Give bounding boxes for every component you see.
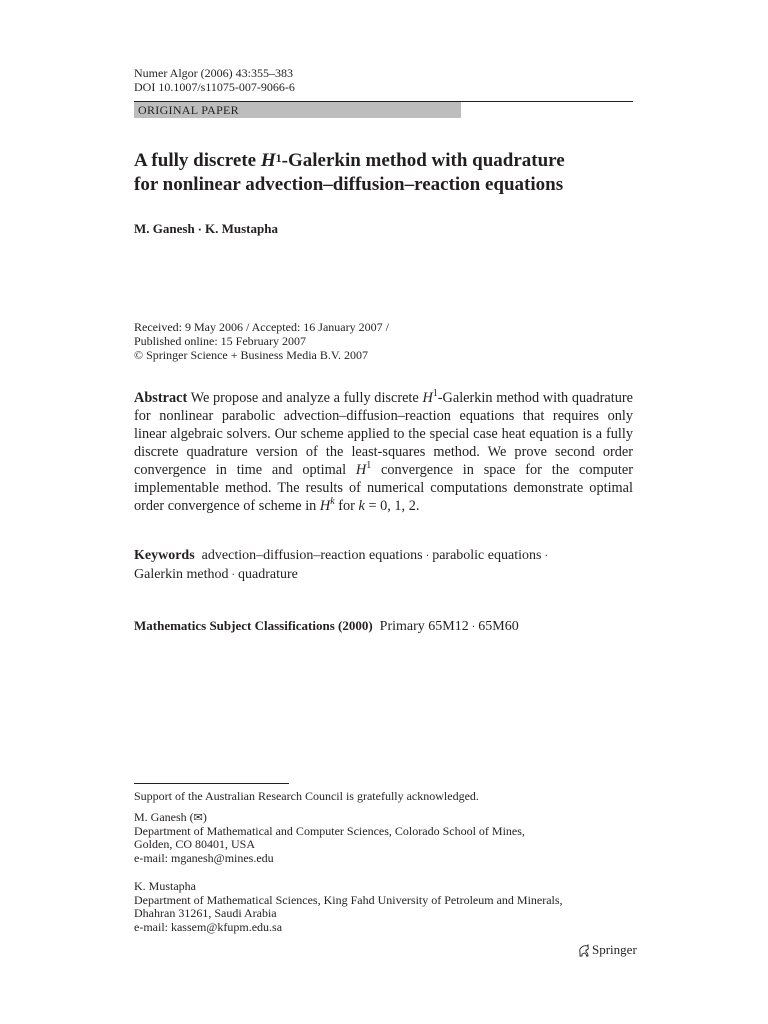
msc-code: 65M60 — [478, 619, 519, 634]
author-2[interactable]: K. Mustapha — [204, 221, 278, 236]
affiliation-email[interactable]: e-mail: kassem@kfupm.edu.sa — [134, 919, 283, 934]
affiliation-name: M. Ganesh (✉) — [134, 810, 207, 824]
keywords: Keywords advection–diffusion–reaction equations · parabolic equations · Galerkin method · quadrature — [134, 548, 548, 582]
paper-title — [134, 149, 565, 197]
msc-code: 65M12 — [428, 619, 469, 634]
affiliation-city: Golden, CO 80401, USA — [134, 837, 256, 851]
author-separator: · — [197, 225, 202, 236]
copyright: © Springer Science + Business Media B.V. 2007 — [134, 348, 368, 362]
footnote-rule — [134, 783, 289, 784]
title-line-1: A fully discrete $H^1$-Galerkin method with quadrature — [134, 150, 565, 171]
funding-footnote: Support of the Australian Research Council is gratefully acknowledged. — [134, 789, 479, 803]
keyword-item[interactable]: advection–diffusion–reaction equations — [201, 548, 423, 563]
abstract: Abstract We propose and analyze a fully discrete $H^1$-Galerkin method with quadrature for nonlinear parabolic advection–diffusion–reaction equations that requires only linear algebraic solvers. Our scheme applied to the special case heat equation is a fully discrete quadrature version of the least-squares method. We prove second order convergence in time and optimal $H^1$ convergence in space for the computer implementable method. The results of numerical computations demonstrate optimal order convergence of scheme in $H^k$ for k = 0, 1, 2. — [134, 388, 634, 514]
msc-label: Mathematics Subject Classifications (2000) — [134, 618, 373, 633]
journal-header — [134, 66, 295, 94]
msc-primary-label: Primary — [379, 619, 425, 634]
affiliation-city: Dhahran 31261, Saudi Arabia — [134, 906, 277, 920]
publication-dates — [134, 320, 389, 362]
keyword-item[interactable]: quadrature — [238, 567, 298, 582]
msc-classification: Mathematics Subject Classifications (2000) Primary 65M12 · 65M60 — [134, 618, 519, 634]
journal-citation: Numer Algor (2006) 43:355–383 — [134, 66, 293, 80]
publisher-logo — [578, 942, 637, 958]
title-line-2: for nonlinear advection–diffusion–reaction equations — [134, 174, 564, 195]
envelope-icon[interactable]: ✉ — [193, 811, 203, 824]
authors — [134, 221, 278, 239]
dates-line-2: Published online: 15 February 2007 — [134, 334, 306, 348]
affiliation-name: K. Mustapha — [134, 879, 196, 893]
affiliation-1 — [134, 811, 525, 865]
section-label: ORIGINAL PAPER — [134, 102, 461, 118]
author-1[interactable]: M. Ganesh — [134, 221, 195, 236]
abstract-label: Abstract — [134, 390, 188, 406]
springer-horse-icon — [578, 944, 590, 957]
dates-line-1: Received: 9 May 2006 / Accepted: 16 January 2007 / — [134, 320, 389, 334]
keyword-item[interactable]: Galerkin method — [134, 567, 229, 582]
affiliation-dept: Department of Mathematical Sciences, King Fahd University of Petroleum and Minerals, — [134, 892, 563, 907]
keyword-item[interactable]: parabolic equations — [432, 548, 542, 563]
publisher-name: Springer — [592, 942, 637, 957]
affiliation-dept: Department of Mathematical and Computer Sciences, Colorado School of Mines, — [134, 823, 525, 838]
keywords-label: Keywords — [134, 548, 195, 563]
journal-doi[interactable]: DOI 10.1007/s11075-007-9066-6 — [134, 80, 295, 94]
affiliation-email[interactable]: e-mail: mganesh@mines.edu — [134, 850, 274, 865]
affiliation-2 — [134, 880, 563, 934]
